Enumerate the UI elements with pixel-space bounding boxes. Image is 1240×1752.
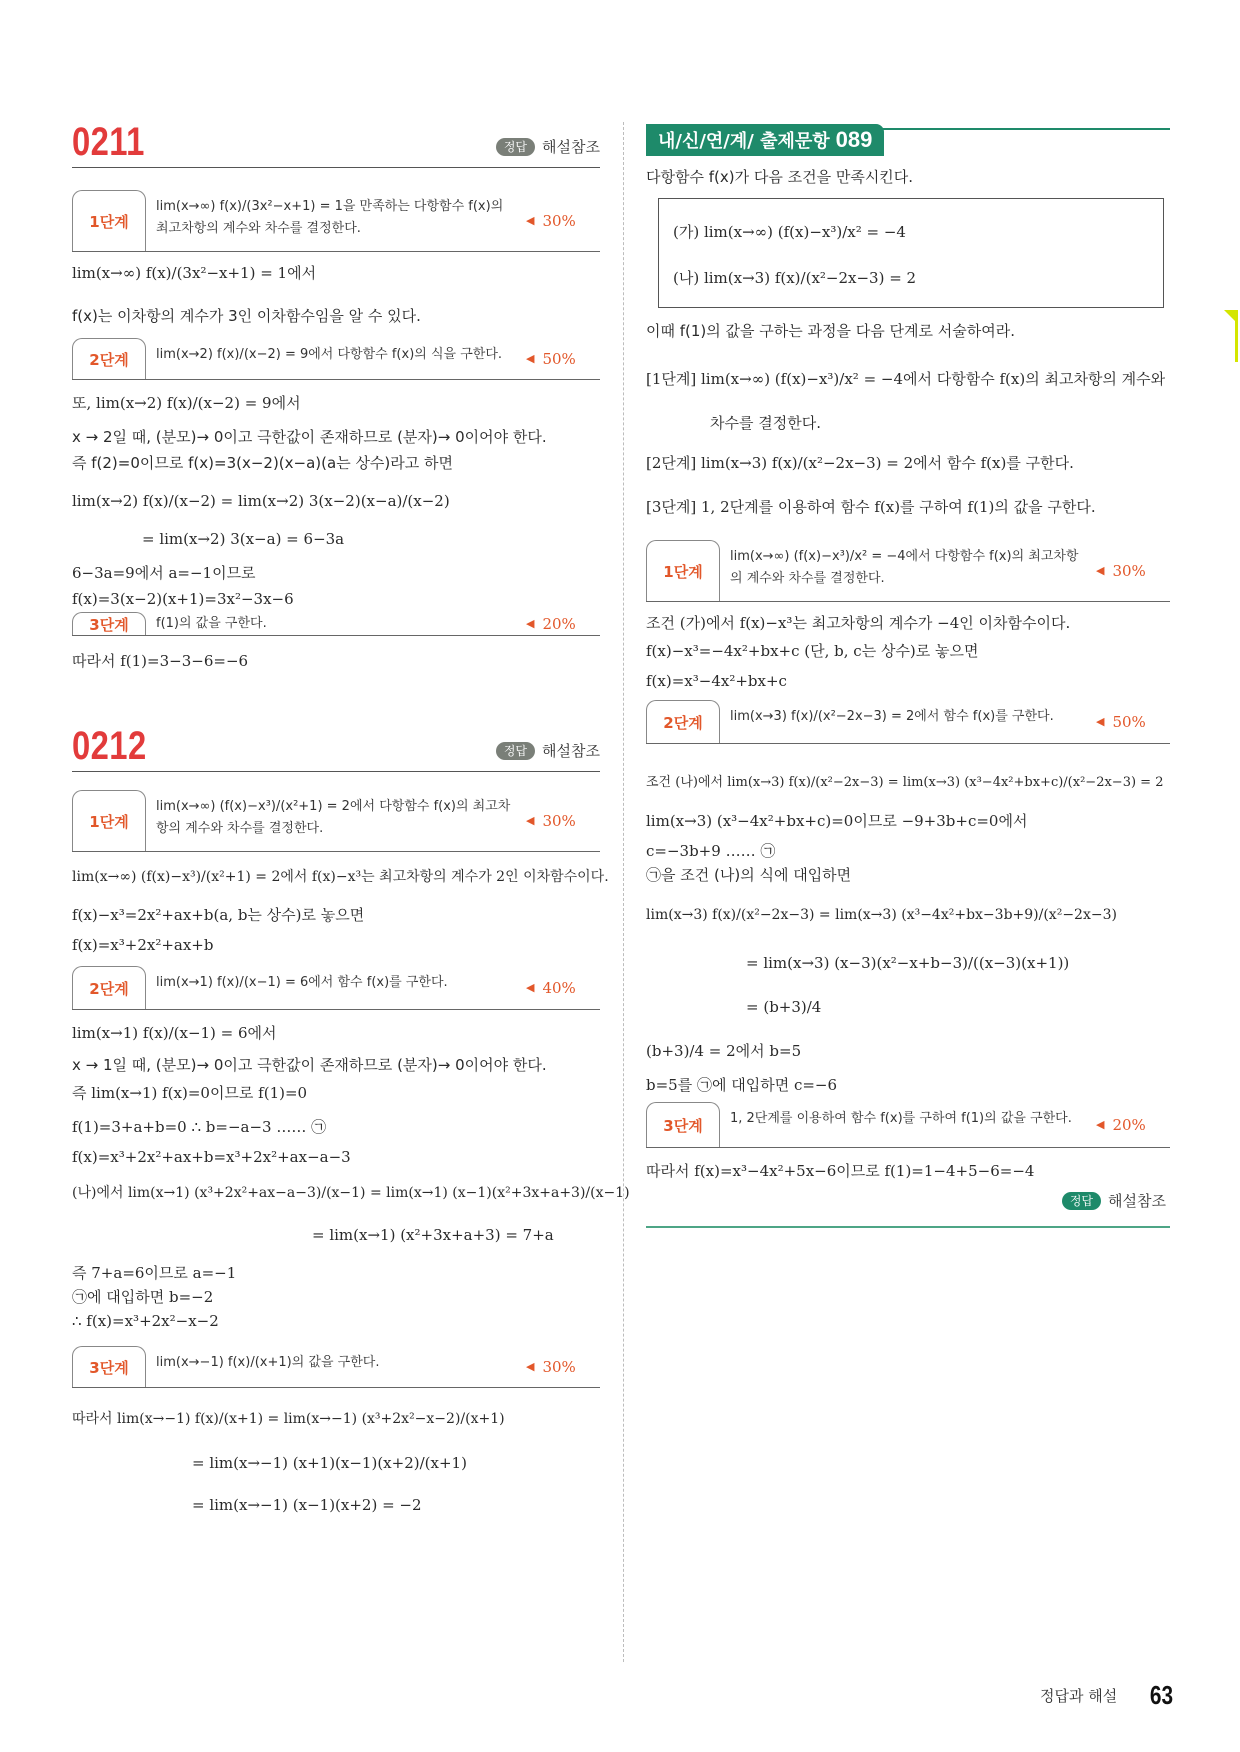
solution-line: lim(x→3) (x³−4x²+bx+c)=0이므로 −9+3b+c=0에서 xyxy=(646,812,1028,830)
solution-line: = (b+3)/4 xyxy=(746,998,822,1016)
solution-line: 따라서 f(x)=x³−4x²+5x−6이므로 f(1)=1−4+5−6=−4 xyxy=(646,1162,1035,1180)
step-text: 1, 2단계를 이용하여 함수 f(x)를 구하여 f(1)의 값을 구한다. xyxy=(730,1111,1072,1126)
exam-prompt: 이때 f(1)의 값을 구하는 과정을 다음 단계로 서술하여라. xyxy=(646,322,1015,340)
solution-line: ㉠을 조건 (나)의 식에 대입하면 xyxy=(646,866,852,884)
solution-line: lim(x→∞) (f(x)−x³)/(x²+1) = 2에서 f(x)−x³는 최고차항의 계수가 2인 이차함수이다. xyxy=(72,869,609,885)
exam-intro: 다항함수 f(x)가 다음 조건을 만족시킨다. xyxy=(646,168,914,186)
condition-ga: (가) lim(x→∞) (f(x)−x³)/x² = −4 xyxy=(673,223,906,241)
triangle-left-icon: ◀ xyxy=(1096,715,1105,728)
solution-line: b=5를 ㉠에 대입하면 c=−6 xyxy=(646,1076,838,1094)
problem-0211-header xyxy=(72,122,600,168)
solution-line: x → 1일 때, (분모)→ 0이고 극한값이 존재하므로 (분자)→ 0이어야 한다. xyxy=(72,1056,547,1074)
conditions-box xyxy=(658,198,1164,308)
problem-0212-header xyxy=(72,726,600,772)
solution-line: 따라서 f(1)=3−3−6=−6 xyxy=(72,652,249,670)
task-step: [3단계] 1, 2단계를 이용하여 함수 f(x)를 구하여 f(1)의 값을 구한다. xyxy=(646,498,1096,516)
answer-tag xyxy=(496,136,600,157)
answer-tag xyxy=(496,740,600,761)
solution-line: f(x)=x³+2x²+ax+b=x³+2x²+ax−a−3 xyxy=(72,1148,351,1166)
answer-pill: 정답 xyxy=(1062,1192,1101,1210)
triangle-left-icon: ◀ xyxy=(526,814,535,827)
step-label: 2단계 xyxy=(72,966,146,1009)
triangle-left-icon: ◀ xyxy=(526,617,535,630)
answer-text: 해설참조 xyxy=(542,138,600,156)
banner-rule xyxy=(846,128,1170,130)
triangle-left-icon: ◀ xyxy=(526,214,535,227)
solution-line: f(x)는 이차항의 계수가 3인 이차함수임을 알 수 있다. xyxy=(72,307,421,325)
solution-line: lim(x→3) f(x)/(x²−2x−3) = lim(x→3) (x³−4x²+bx−3b+9)/(x²−2x−3) xyxy=(646,907,1117,923)
step-percent: ◀ 40% xyxy=(526,978,576,997)
step-label: 3단계 xyxy=(646,1102,720,1147)
solution-line: f(x)−x³=2x²+ax+b(a, b는 상수)로 놓으면 xyxy=(72,906,365,924)
step-percent: ◀ 50% xyxy=(1096,712,1146,731)
step-text: lim(x→−1) f(x)/(x+1)의 값을 구한다. xyxy=(156,1355,380,1370)
solution-line: 즉 f(2)=0이므로 f(x)=3(x−2)(x−a)(a는 상수)라고 하면 xyxy=(72,454,454,472)
step-3 xyxy=(72,612,600,636)
solution-line: 6−3a=9에서 a=−1이므로 xyxy=(72,564,256,582)
step-label: 1단계 xyxy=(646,540,720,601)
step-percent: ◀ 50% xyxy=(526,349,576,368)
triangle-left-icon: ◀ xyxy=(526,981,535,994)
solution-line: 즉 lim(x→1) f(x)=0이므로 f(1)=0 xyxy=(72,1084,308,1102)
solution-line: f(1)=3+a+b=0 ∴ b=−a−3 …… ㉠ xyxy=(72,1118,327,1136)
solution-line: f(x)=x³+2x²+ax+b xyxy=(72,936,214,954)
step-2 xyxy=(646,700,1170,744)
page-number: 63 xyxy=(1150,1680,1174,1710)
solution-line: = lim(x→−1) (x−1)(x+2) = −2 xyxy=(192,1496,422,1514)
solution-line: f(x)=x³−4x²+bx+c xyxy=(646,672,787,690)
triangle-left-icon: ◀ xyxy=(526,1360,535,1373)
step-1 xyxy=(72,190,600,252)
solution-line: ∴ f(x)=x³+2x²−x−2 xyxy=(72,1312,219,1330)
solution-line: 즉 7+a=6이므로 a=−1 xyxy=(72,1264,237,1282)
column-divider xyxy=(623,122,624,1662)
step-percent: ◀ 30% xyxy=(526,211,576,230)
page-footer xyxy=(1040,1680,1176,1711)
solution-line: = lim(x→3) (x−3)(x²−x+b−3)/((x−3)(x+1)) xyxy=(746,954,1070,972)
solution-line: lim(x→∞) f(x)/(3x²−x+1) = 1에서 xyxy=(72,264,317,282)
solution-line: f(x)−x³=−4x²+bx+c (단, b, c는 상수)로 놓으면 xyxy=(646,642,979,660)
triangle-left-icon: ◀ xyxy=(1096,564,1105,577)
banner-tab: 내/신/연/계/ 출제문항 089 xyxy=(646,124,884,156)
step-label: 2단계 xyxy=(646,700,720,743)
footer-label: 정답과 해설 xyxy=(1040,1687,1118,1705)
answer-pill: 정답 xyxy=(496,742,535,760)
step-percent: ◀ 30% xyxy=(1096,561,1146,580)
step-text: lim(x→3) f(x)/(x²−2x−3) = 2에서 함수 f(x)를 구한다. xyxy=(730,709,1054,724)
step-percent: ◀ 30% xyxy=(526,1357,576,1376)
exam-banner xyxy=(646,124,1170,156)
solution-line: 조건 (가)에서 f(x)−x³는 최고차항의 계수가 −4인 이차함수이다. xyxy=(646,614,1071,632)
step-text: lim(x→∞) (f(x)−x³)/(x²+1) = 2에서 다항함수 f(x)의 최고차항의 계수와 차수를 결정한다. xyxy=(156,799,511,836)
answer-tag xyxy=(1062,1190,1166,1211)
step-1 xyxy=(646,540,1170,602)
task-step: [1단계] lim(x→∞) (f(x)−x³)/x² = −4에서 다항함수 f(x)의 최고차항의 계수와 xyxy=(646,370,1166,388)
solution-line: = lim(x→−1) (x+1)(x−1)(x+2)/(x+1) xyxy=(192,1454,467,1472)
solution-line: x → 2일 때, (분모)→ 0이고 극한값이 존재하므로 (분자)→ 0이어야 한다. xyxy=(72,428,547,446)
solution-line: ㉠에 대입하면 b=−2 xyxy=(72,1288,214,1306)
step-2 xyxy=(72,338,600,380)
solution-line: f(x)=3(x−2)(x+1)=3x²−3x−6 xyxy=(72,590,294,608)
step-3 xyxy=(72,1346,600,1388)
triangle-left-icon: ◀ xyxy=(526,352,535,365)
answer-pill: 정답 xyxy=(496,138,535,156)
step-label: 1단계 xyxy=(72,190,146,251)
step-3 xyxy=(646,1102,1170,1148)
solution-line: 또, lim(x→2) f(x)/(x−2) = 9에서 xyxy=(72,394,301,412)
step-text: lim(x→∞) f(x)/(3x²−x+1) = 1을 만족하는 다항함수 f(x)의 최고차항의 계수와 차수를 결정한다. xyxy=(156,199,504,236)
step-1 xyxy=(72,790,600,852)
problem-number: 0212 xyxy=(72,724,147,768)
step-label: 1단계 xyxy=(72,790,146,851)
solution-line: c=−3b+9 …… ㉠ xyxy=(646,842,776,860)
step-text: lim(x→∞) (f(x)−x³)/x² = −4에서 다항함수 f(x)의 최고차항의 계수와 차수를 결정한다. xyxy=(730,549,1079,586)
problem-number: 0211 xyxy=(72,120,145,164)
step-label: 3단계 xyxy=(72,1346,146,1387)
step-label: 2단계 xyxy=(72,338,146,379)
task-step: 차수를 결정한다. xyxy=(710,414,821,432)
solution-line: 조건 (나)에서 lim(x→3) f(x)/(x²−2x−3) = lim(x→3) (x³−4x²+bx+c)/(x²−2x−3) = 2 xyxy=(646,775,1164,790)
step-text: f(1)의 값을 구한다. xyxy=(156,616,267,631)
step-text: lim(x→2) f(x)/(x−2) = 9에서 다항함수 f(x)의 식을 구한다. xyxy=(156,347,503,362)
banner-number: 089 xyxy=(835,127,873,152)
triangle-left-icon: ◀ xyxy=(1096,1118,1105,1131)
page-edge-tab-icon xyxy=(1224,310,1238,362)
section-bottom-rule xyxy=(646,1226,1170,1228)
condition-na: (나) lim(x→3) f(x)/(x²−2x−3) = 2 xyxy=(673,269,917,287)
solution-line: (나)에서 lim(x→1) (x³+2x²+ax−a−3)/(x−1) = lim(x→1) (x−1)(x²+3x+a+3)/(x−1) xyxy=(72,1185,630,1201)
solution-line: = lim(x→2) 3(x−a) = 6−3a xyxy=(142,530,345,548)
step-text: lim(x→1) f(x)/(x−1) = 6에서 함수 f(x)를 구한다. xyxy=(156,975,448,990)
solution-line: lim(x→1) f(x)/(x−1) = 6에서 xyxy=(72,1024,277,1042)
solution-line: 따라서 lim(x→−1) f(x)/(x+1) = lim(x→−1) (x³+2x²−x−2)/(x+1) xyxy=(72,1411,505,1427)
task-step: [2단계] lim(x→3) f(x)/(x²−2x−3) = 2에서 함수 f(x)를 구한다. xyxy=(646,454,1074,472)
answer-text: 해설참조 xyxy=(1108,1192,1166,1210)
solution-line: (b+3)/4 = 2에서 b=5 xyxy=(646,1042,802,1060)
step-label: 3단계 xyxy=(72,612,146,635)
step-2 xyxy=(72,966,600,1010)
solution-line: lim(x→2) f(x)/(x−2) = lim(x→2) 3(x−2)(x−a)/(x−2) xyxy=(72,492,450,510)
solution-line: = lim(x→1) (x²+3x+a+3) = 7+a xyxy=(312,1226,554,1244)
step-percent: ◀ 20% xyxy=(1096,1115,1146,1134)
step-percent: ◀ 30% xyxy=(526,811,576,830)
step-percent: ◀ 20% xyxy=(526,614,576,633)
answer-text: 해설참조 xyxy=(542,742,600,760)
